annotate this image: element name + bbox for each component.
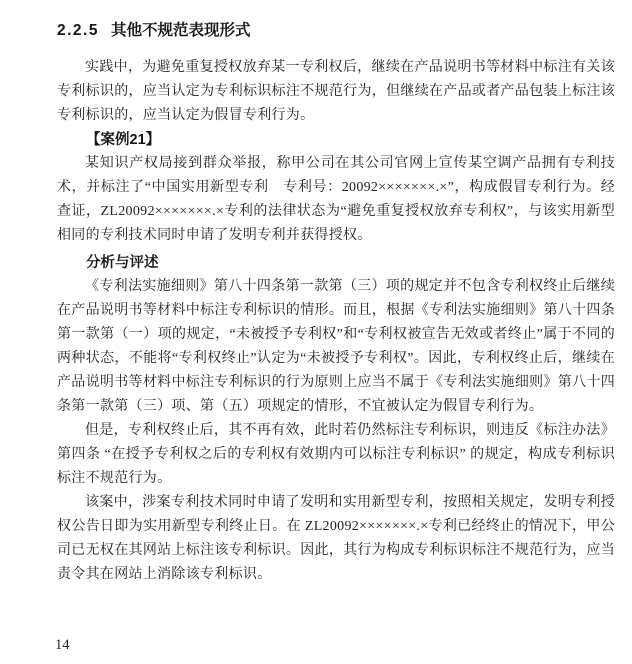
section-title: 其他不规范表现形式 [110,22,251,39]
analysis-paragraph-3: 该案中，涉案专利技术同时申请了发明和实用新型专利，按照相关规定，发明专利授权公告日即为实用新型专利终止日。在 ZL20092×××××××.×专利已经终止的情况下，甲公司已无权在其网站上标注该专利标识。因此，其行为构成专利标识标注不规范行为，应当责令其在网站上消除该专利标识。 [57,495,615,582]
page-number: 14 [55,637,70,653]
analysis-heading: 分析与评述 [86,255,159,271]
intro-paragraph: 实践中，为避免重复授权放弃某一专利权后，继续在产品说明书等材料中标注有关该专利标识的，应当认定为专利标识标注不规范行为，但继续在产品或者产品包装上标注该专利标识的，应当认定为假冒专利行为。 [57,60,615,123]
analysis-paragraph-2: 但是，专利权终止后，其不再有效，此时若仍然标注专利标识，则违反《标注办法》第四条 “在授予专利权之后的专利权有效期内可以标注专利标识” 的规定，构成专利标识标注不规范行为。 [57,423,615,486]
case-label: 【案例21】 [86,132,161,148]
case-paragraph: 某知识产权局接到群众举报，称甲公司在其公司官网上宣传某空调产品拥有专利技术，并标注了“中国实用新型专利 专利号：20092×××××××.×”，构成假冒专利行为。经查证，ZL20092×××××××.×专利的法律状态为“避免重复授权放弃专利权”，与该实用新型相同的专利技术同时申请了发明专利并获得授权。 [57,156,615,243]
analysis-paragraph-1: 《专利法实施细则》第八十四条第一款第（三）项的规定并不包含专利权终止后继续在产品说明书等材料中标注专利标识的情形。而且，根据《专利法实施细则》第八十四条第一款第（一）项的规定，“未被授予专利权”和“专利权被宣告无效或者终止”属于不同的两种状态，不能将“专利权终止”认定为“未被授予专利权”。因此，专利权终止后，继续在产品说明书等材料中标注专利标识的行为原则上应当不属于《专利法实施细则》第八十四条第一款第（三）项、第（五）项规定的情形，不宜被认定为假冒专利行为。 [57,279,615,414]
section-heading [57,20,615,42]
section-number: 2.2.5 [57,22,99,39]
